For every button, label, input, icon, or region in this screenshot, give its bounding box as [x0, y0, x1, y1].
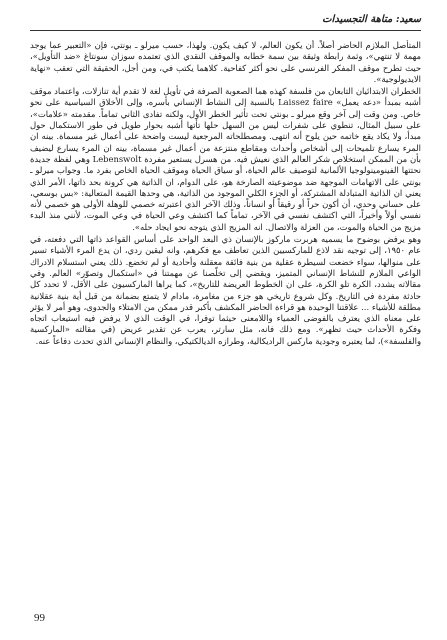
running-header: سعيد: متاهة التجسيدات — [322, 14, 421, 25]
header-divider — [30, 30, 421, 31]
paragraph: وهو يرفض بوضوح ما يسميه هربرت ماركوز بالإنسان ذي البعد الواحد على أساس القواعد ذاتها التي دفعته، في عام ١٩٥٠، إلى توجيه نقد لاذع للماركسيين الذين تعاطف مع فكرهم، وانه ليقين ردي، ان يدع المرء الأشياء تسير على منوالها، سواء خضعت لسيطرة عقلية من بنية فائقة معقلنة وأحادية أو لم تخضع. ذلك يعني استسلام الادراك الواعي الملازم للنشاط الإنساني المتميز، ويقضي إلى تخلّصنا عن مهمتنا في «استكمال وتصوّر» العالم. وفي مقالاته يشدد، الكرة تلو الكرة، على ان الخطوط العريضة للتاريخ»، كما يراها الماركسيون على الأقل، لا تحدد كل حادثة مفردة في التاريخ. وكل شروع تاريخي هو جزء من مغامرة، مادام لا يتمتع بضمانة من قبل أية بنية عقلانية مطلقة للأشياء ... علاقتنا الوحيدة هو قراءة الحاضر المكشف بأكبر قدر ممكن من الامتلاء والجدوى، وهو أمر لا يؤثر على معناه الذي يعترف بالفوضى العمياء واللامعنى حيثما توفرا، في الوقت الذي لا يرفض فيه استيعاب اتجاه وفكرة الأحداث حيث تظهر». ومع ذلك فانه، مثل سارتر، يعرب عن تقدير عريض (في مقالته «الماركسية والفلسفة»)، لما يعتبره وجودية ماركس الراديكالية، وطرازه الديالكتيكي، والنظام الإنساني الذي تحدث دفاعاً عنه. — [30, 234, 421, 346]
paragraph: المتأصل الملازم الحاضر أصلاً. أن يكون العالم، لا كيف يكون. ولهذا، حسب ميرلو ـ بونتي، فإن «التعبير عما يوجد مهمة لا تنتهي»، وثمة رابطة وثيقة بين سمة خطابه والموقف النقدي الذي تعتمده سوزان سونتاغ «ضد التأويل»، حيث تطرح موقف المفكر الفرنسي على نحو أكثر كفاحية. كلاهما يكتب في، ومن أجل، الحقيقة التي تعقب «نهاية الايديولوجية». — [30, 40, 421, 84]
paragraph: الخطران الابتدائيان التابعان من فلسفة كهذه هما الصعوبة الصرفة في تأويل لغة لا تقدم أية تنازلات، واعتماد موقف أشبه بمبدأ «دعه يعمل» Laissez faire بالنسبة إلى النشاط الإنساني بأسره، وإلى الأخلاق السياسية على نحو خاص. ومن وقت إلى آخر وقع ميرلو ـ بونتي تحت تأثير الخطر الأول، ولكنه تفادى الثاني تماماً. مقدمته «علامات»، على سبيل المثال، تنطوي على شفرات ليس من السهل حلها تأتها أشبه بحوار طويل في طور الاستكمال حول مبدأ، ولا يكاد يقع خاتمه حين يلوح أنه انتهى. ومصطلحاته المرجعية ليست واضحة على أعمال غير مسماة. بينه ان المرء يسارع تلميحات إلى أشخاص وأحداث ومقاطع منتزعة من أعمال غير مسماة، بينه ان المرء يسارع ليضيف بأن من الممكن استخلاص شكر العالم الذي نعيش فيه. من هسرل يستعير مفردة Lebenswolt وهي لفظة جديدة نحتتها الفينومينولوجيا الألمانية لتوصيف عالم الحياة، أو سياق الحياة وموقف الحياة الخاص بفرد ما. وجواب ميرلو ـ بونتي على الاتهامات الموجهة ضد موضوعيته الصارخة هو، على الدوام، ان الذاتية هي كرونة بحد ذاتها، الأمر الذي يعني ان الذاتية المتبادلة المشتركة، أو الجزء الكلي الموجود من الذاتية، هي وحدها القيمة المتعالية: «بس بوسعي، على حساني وحدي، أن أكون حراً أو رقيقاً أو انساناً، وذلك الآخر الذي اعتبرته خصمي للوهلة الأولى هو خصمي لأنه نفسي أولاً وأخيراً، التي اكتشف نفسي في الآخر، تماماً كما اكتشف وعي الحياة في وعي الموت، لأنني منذ البدء مزيج من الحياة والموت، من العزلة والاتصال. انه المزيج الذي يتوجه نحو ايجاد حله». — [30, 86, 421, 232]
body-text — [30, 40, 421, 600]
page-number: 99 — [34, 612, 45, 624]
